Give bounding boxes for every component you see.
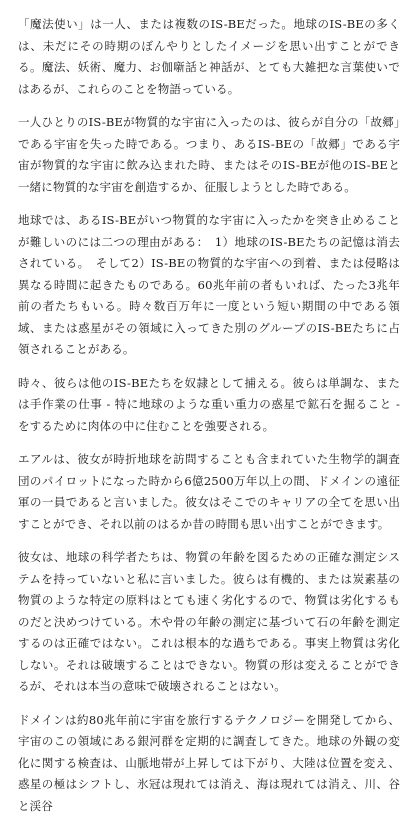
paragraph-measurement: 彼女は、地球の科学者たちは、物質の年齢を図るための正確な測定システムを持っていないと私に言いました。彼らは有機的、または炭素基の物質のような特定の原料はとても速く劣化するので、物質は劣化するものだと決めつけている。木や骨の年齢の測定に基づいて石の年齢を測定するのは正確ではない。これは根本的な過ちである。事実上物質は劣化しない。それは破壊することはできない。物質の形は変えることができるが、それは本当の意味で破壊されることはない。 [18, 547, 400, 698]
paragraph-slavery: 時々、彼らは他のIS-BEたちを奴隷として捕える。彼らは単調な、または手作業の仕事 - 特に地球のような重い重力の惑星で鉱石を掘ること - をするために肉体の中に住むことを強要される。 [18, 373, 400, 438]
paragraph-two-reasons: 地球では、あるIS-BEがいつ物質的な宇宙に入ったかを突き止めることが難しいのには二つの理由がある： 1）地球のIS-BEたちの記憶は消去されている。 そして2）IS-BEの物質的な宇宙への到着、または侵略は異なる時間に起きたものである。60兆年前の者もいれば、たった3兆年前の者たちもいる。時々数百万年に一度という短い期間の中である領域、または惑星がその領域に入ってきた別のグループのIS-BEたちに占領されることがある。 [18, 210, 400, 361]
paragraph-domain-survey: ドメインは約80兆年前に宇宙を旅行するテクノロジーを開発してから、宇宙のこの領域にある銀河群を定期的に調査してきた。地球の外観の変化に関する検査は、山脈地帯が上昇しては下がり、大陸は位置を変え、惑星の極はシフトし、氷冠は現れては消え、海は現れては消え、川、谷と渓谷 [18, 710, 400, 817]
paragraph-airl-career: エアルは、彼女が時折地球を訪問することも含まれていた生物学的調査団のパイロットになった時から6億2500万年以上の間、ドメインの遠征軍の一員であると言いました。彼女はそこでのキャリアの全てを思い出すことができ、それ以前のはるか昔の時間も思い出すことができます。 [18, 449, 400, 535]
paragraph-magicians: 「魔法使い」は一人、または複数のIS-BEだった。地球のIS-BEの多くは、未だにその時期のぼんやりとしたイメージを思い出すことができる。魔法、妖術、魔力、お伽噺話と神話が、とても大雑把な言葉使いではあるが、これらのことを物語っている。 [18, 14, 400, 100]
paragraph-entering-universe: 一人ひとりのIS-BEが物質的な宇宙に入ったのは、彼らが自分の「故郷」である宇宙を失った時である。つまり、あるIS-BEの「故郷」である宇宙が物質的な宇宙に飲み込まれた時、またはそのIS-BEが他のIS-BEと一緒に物質的な宇宙を創造するか、征服しようとした時である。 [18, 112, 400, 198]
